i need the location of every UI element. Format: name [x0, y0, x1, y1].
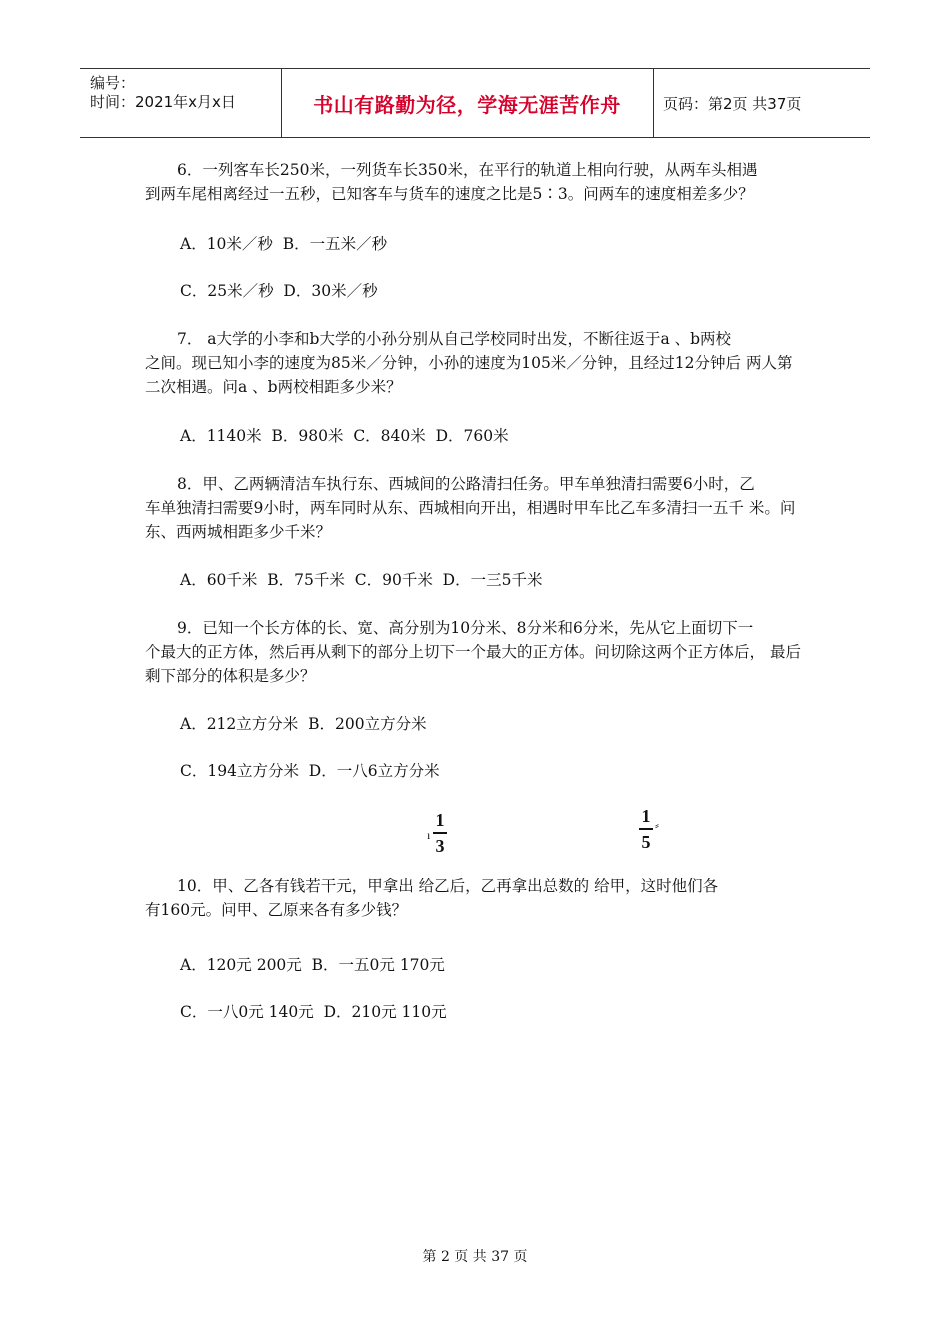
fraction-denominator: 3 — [435, 835, 445, 856]
fraction-numerator: 1 — [641, 806, 651, 826]
question-line: 到两车尾相离经过一五秒，已知客车与货车的速度之比是5∶3。问两车的速度相差多少？ — [145, 185, 754, 203]
options-line: C．194立方分米 D．一八6立方分米 — [180, 762, 440, 780]
question-10 — [145, 874, 805, 922]
date-label: 时间：2021年x月x日 — [90, 93, 236, 111]
question-line: 7． a大学的小李和b大学的小孙分别从自己学校同时出发，不断往返于a 、b两校 — [177, 330, 732, 348]
fraction-one-fifth — [639, 806, 653, 852]
page-header — [80, 68, 870, 138]
options-line: A．10米／秒 B．一五米／秒 — [180, 235, 388, 253]
fraction-one-third — [433, 810, 447, 856]
options-line: A．60千米 B．75千米 C．90千米 D．一三5千米 — [180, 571, 543, 589]
question-line: 之间。现已知小李的速度为85米／分钟，小孙的速度为105米／分钟，且经过12分钟后 — [145, 354, 742, 372]
fraction-mark: ⸗ — [655, 818, 659, 832]
question-line: 车单独清扫需要9小时，两车同时从东、西城相向开出，相遇时甲车比乙车多清扫一五千 — [145, 499, 744, 517]
options-line: A．212立方分米 B．200立方分米 — [180, 715, 427, 733]
question-line: 个最大的正方体，然后再从剩下的部分上切下一个最大的正方体。问切除这两个正方体后， — [145, 643, 766, 661]
question-line: 9．已知一个长方体的长、宽、高分别为10分米、8分米和6分米，先从它上面切下一 — [177, 619, 754, 637]
question-line: 10．甲、乙各有钱若干元，甲拿出 给乙后，乙再拿出总数的 给甲，这时他们各 — [177, 877, 719, 895]
motto: 书山有路勤为径，学海无涯苦作舟 — [313, 92, 621, 117]
options-line: C．一八0元 140元 D．210元 110元 — [180, 1003, 447, 1021]
question-line: 米。问东、西两城相距多少千米？ — [145, 499, 796, 541]
question-6 — [145, 158, 805, 206]
question-line: 6．一列客车长250米，一列货车长350米，在平行的轨道上相向行驶，从两车头相遇 — [177, 161, 758, 179]
options-line: A．1140米 B．980米 C．840米 D．760米 — [180, 427, 509, 445]
question-7 — [145, 327, 805, 399]
fraction-bar — [639, 828, 653, 830]
fraction-denominator: 5 — [641, 831, 651, 852]
options-line: A．120元 200元 B．一五0元 170元 — [180, 956, 445, 974]
question-9 — [145, 616, 805, 688]
fraction-bar — [433, 832, 447, 834]
fraction-mark: ı — [427, 828, 431, 842]
options-line: C．25米／秒 D．30米／秒 — [180, 282, 378, 300]
page-info: 页码：第2页 共37页 — [663, 95, 802, 113]
question-line: 最后剩下部分的体积是多少？ — [145, 643, 801, 685]
fraction-numerator: 1 — [435, 810, 445, 830]
question-8 — [145, 472, 805, 544]
question-line: 两人第二次相遇。问a 、b两校相距多少米？ — [145, 354, 793, 396]
page-footer: 第 2 页 共 37 页 — [422, 1249, 528, 1265]
code-label: 编号： — [90, 74, 136, 92]
header-divider — [653, 69, 654, 137]
question-line: 有160元。问甲、乙原来各有多少钱？ — [145, 901, 408, 919]
question-line: 8．甲、乙两辆清洁车执行东、西城间的公路清扫任务。甲车单独清扫需要6小时，乙 — [177, 475, 755, 493]
